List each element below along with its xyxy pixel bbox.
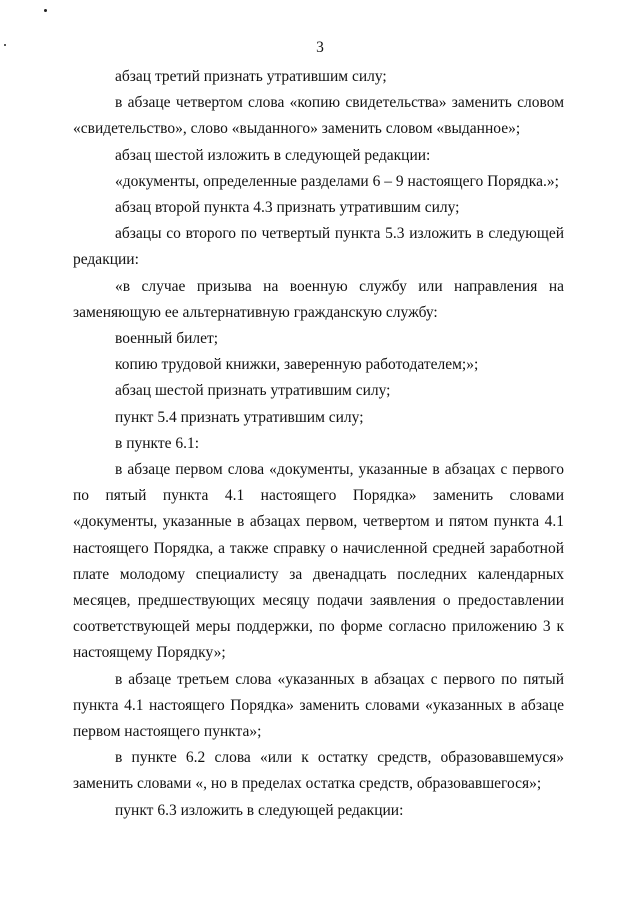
paragraph: в абзаце четвертом слова «копию свидетельства» заменить словом «свидетельство», слово «выданного» заменить словом «выданное»; xyxy=(73,94,564,138)
paragraph: в пункте 6.1: xyxy=(115,434,200,452)
paragraph: копию трудовой книжки, заверенную работодателем;»; xyxy=(115,356,479,374)
paragraph: военный билет; xyxy=(115,330,219,348)
paragraph: абзац шестой изложить в следующей редакции: xyxy=(115,146,431,164)
page-number: 3 xyxy=(316,39,324,56)
paragraph: пункт 5.4 признать утратившим силу; xyxy=(115,408,364,426)
scan-speck xyxy=(44,9,47,12)
paragraph: абзацы со второго по четвертый пункта 5.3 изложить в следующей редакции: xyxy=(73,225,564,269)
paragraph: в абзаце первом слова «документы, указанные в абзацах с первого по пятый пункта 4.1 настоящего Порядка» заменить словами «документы, указанные в абзацах первом, четвертом и пятом пункта 4.1 настоящего Порядка, а также справку о начисленной средней заработной плате молодому специалисту за двенадцать последних календарных месяцев, предшествующих месяцу подачи заявления о предоставлении соответствующей меры поддержки, по форме согласно приложению 3 к настоящему Порядку»; xyxy=(73,461,564,662)
paragraph: в абзаце третьем слова «указанных в абзацах с первого по пятый пункта 4.1 настоящего Порядка» заменить словами «указанных в абзаце первом настоящего пункта»; xyxy=(73,670,564,741)
paragraph: пункт 6.3 изложить в следующей редакции: xyxy=(115,801,404,819)
paragraph: «документы, определенные разделами 6 – 9 настоящего Порядка.»; xyxy=(115,172,559,190)
paragraph: абзац шестой признать утратившим силу; xyxy=(115,382,391,400)
document-body xyxy=(73,64,564,824)
paragraph: абзац второй пункта 4.3 признать утратившим силу; xyxy=(115,199,460,217)
paragraph: абзац третий признать утратившим силу; xyxy=(115,68,387,85)
paragraph: в пункте 6.2 слова «или к остатку средств, образовавшемуся» заменить словами «, но в пределах остатка средств, образовавшегося»; xyxy=(73,749,564,793)
paragraph: «в случае призыва на военную службу или направления на заменяющую ее альтернативную гражданскую службу: xyxy=(73,277,564,321)
